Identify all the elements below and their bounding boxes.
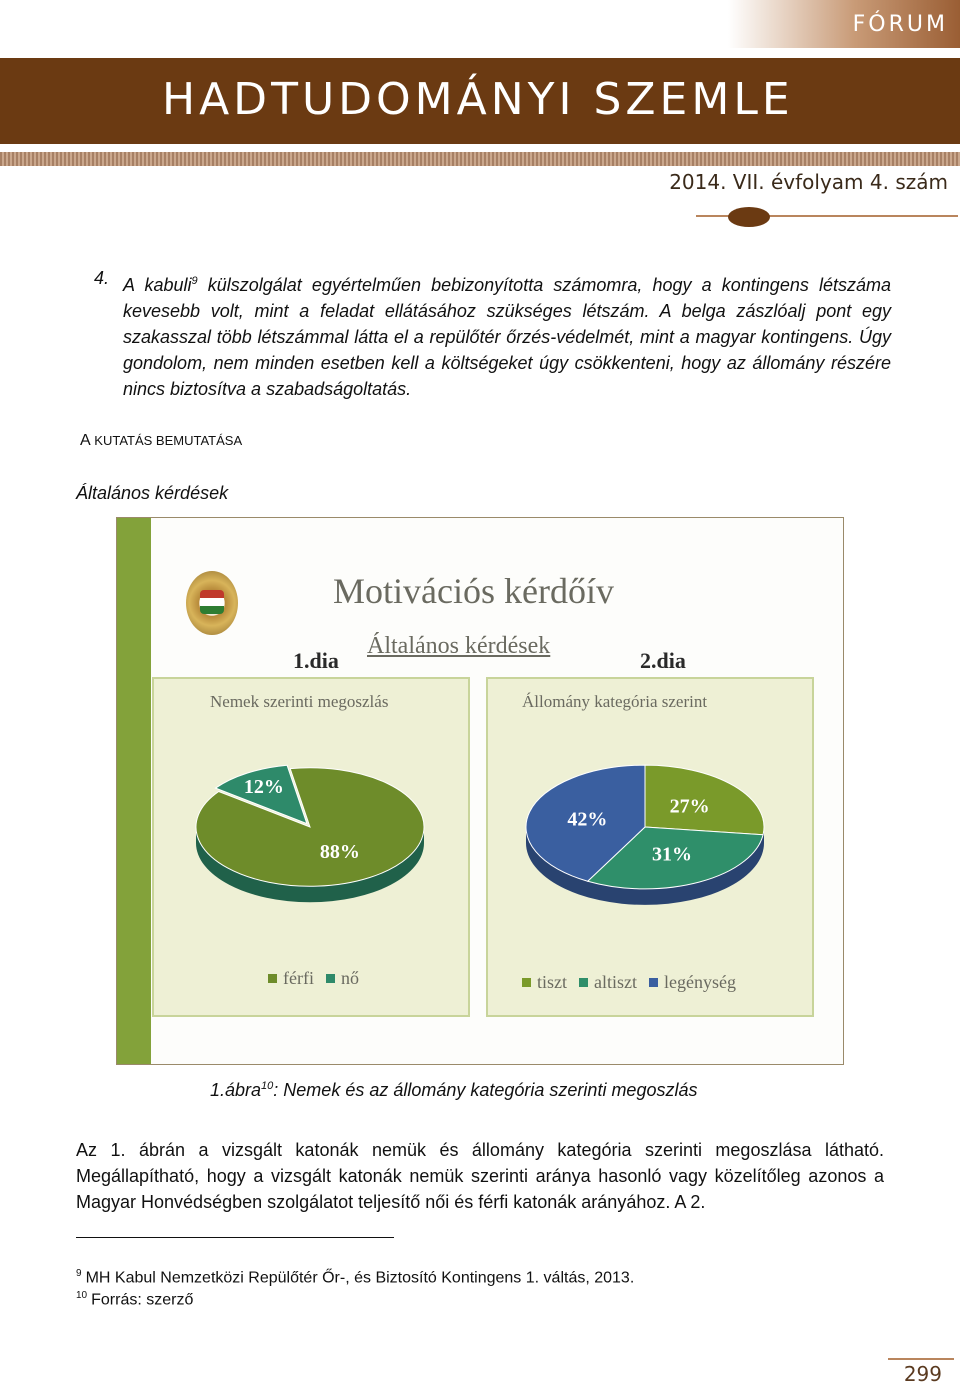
legend-item-legénység [649, 972, 736, 993]
chart1-legend [268, 968, 371, 989]
caption-text: : Nemek és az állomány kategória szerinti megoszlás [273, 1080, 698, 1100]
figure-subtitle: Általános kérdések [367, 633, 551, 659]
paragraph-lead: A kabuli [123, 275, 192, 295]
chart2-title: Állomány kategória szerint [522, 692, 708, 711]
legend-swatch [326, 974, 335, 983]
slide2-label: 2.dia [640, 648, 686, 673]
slide1-label: 1.dia [293, 648, 339, 673]
footnote-text: MH Kabul Nemzetközi Repülőtér Őr-, és Biztosító Kontingens 1. váltás, 2013. [85, 1269, 635, 1287]
legend-swatch [649, 978, 658, 987]
legend-label: nő [340, 968, 359, 988]
footnote-10 [76, 1290, 193, 1309]
legend-label: altiszt [594, 972, 637, 992]
decorative-oval [728, 207, 770, 227]
legend-item-altiszt [579, 972, 637, 993]
pie-chart-gender [190, 760, 430, 910]
page-number: 299 [903, 1362, 942, 1386]
decorative-stripe [0, 152, 960, 166]
legend-label: legénység [664, 972, 736, 992]
pie-label-nő: 12% [243, 776, 284, 799]
journal-title: HADTUDOMÁNYI SZEMLE [162, 74, 794, 125]
legend-swatch [522, 978, 531, 987]
legend-item-férfi [268, 968, 314, 989]
section-heading [80, 432, 242, 450]
flag-icon [200, 590, 224, 614]
legend-label: tiszt [537, 972, 567, 992]
figure-title: Motivációs kérdőív [333, 571, 614, 611]
list-number: 4. [94, 268, 110, 288]
section-label: FÓRUM [852, 12, 948, 37]
slide-side-bar [117, 518, 151, 1064]
paragraph-text: külszolgálat egyértelműen bebizonyította számomra, hogy a kontingens létszáma kevesebb volt, mint a feladat ellátásához szükséges létszám. A belga zászlóalj pont egy szakasszal több létszámmal látta el a repülőtér őrzés-védelmét, mint a magyar kontingens. Úgy gondolom, nem minden esetben kell a költségeket úgy csökkenteni, hogy az állomány részére nincs biztosítva a szabadságoltatás. [123, 275, 891, 399]
legend-item-tiszt [522, 972, 567, 993]
body-paragraph: Az 1. ábrán a vizsgált katonák nemük és állomány kategória szerinti megoszlása látható. Megállapítható, hogy a vizsgált katonák nemük szerinti aránya hasonló vagy közelítőleg azonos a Magyar Honvédségben szolgálatot teljesítő női és férfi katonák arányához. A 2. [76, 1140, 884, 1212]
footnote-ref-10[interactable]: 10 [261, 1080, 274, 1092]
chart2-legend [522, 972, 748, 993]
legend-swatch [268, 974, 277, 983]
chart1-title: Nemek szerinti megoszlás [210, 692, 389, 711]
pie-chart-rank [520, 760, 770, 910]
footnote-text: Forrás: szerző [91, 1291, 194, 1309]
pie-label-altiszt: 31% [652, 843, 693, 866]
caption-prefix: 1.ábra [210, 1080, 262, 1100]
section-heading-initial: A [80, 432, 91, 449]
paragraph-4 [123, 268, 891, 402]
footnote-9 [76, 1268, 634, 1287]
legend-swatch [579, 978, 588, 987]
section-heading-rest: KUTATÁS BEMUTATÁSA [90, 433, 243, 448]
footnote-ref-9[interactable]: 9 [191, 275, 198, 287]
volume-info: 2014. VII. évfolyam 4. szám [669, 170, 948, 194]
subheading: Általános kérdések [76, 483, 229, 503]
pie-label-legénység: 42% [567, 808, 608, 831]
page-number-rule [888, 1358, 954, 1360]
legend-item-nő [326, 968, 359, 989]
pie-label-férfi: 88% [319, 841, 360, 864]
figure-caption [210, 1080, 697, 1101]
footnote-number: 9 [76, 1268, 82, 1279]
pie-label-tiszt: 27% [669, 795, 710, 818]
legend-label: férfi [283, 968, 314, 988]
footnote-number: 10 [76, 1290, 88, 1301]
footnote-rule [76, 1237, 394, 1238]
